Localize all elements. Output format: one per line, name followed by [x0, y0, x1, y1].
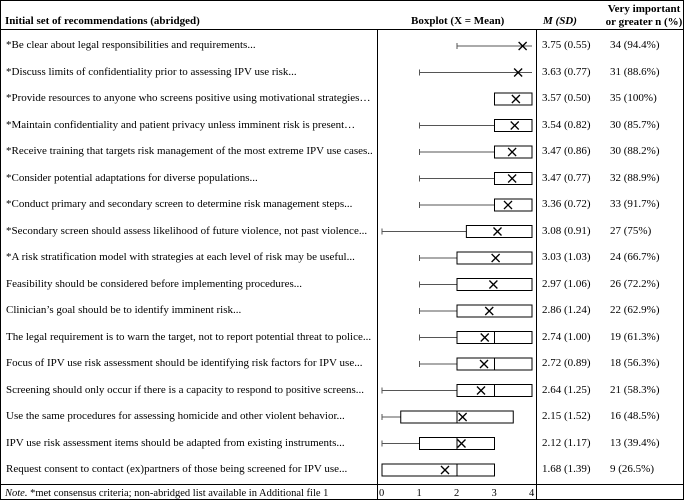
- recommendation-label: *Be clear about legal responsibilities and requirements...: [6, 39, 256, 51]
- x-tick-label: 1: [416, 488, 422, 499]
- header-very-important-line2: or greater n (%): [605, 16, 683, 28]
- mean-sd-value: 3.75 (0.55): [542, 39, 591, 51]
- mean-sd-value: 2.86 (1.24): [542, 304, 591, 316]
- header-recommendations: Initial set of recommendations (abridged): [5, 15, 200, 27]
- very-important-value: 26 (72.2%): [610, 277, 660, 290]
- boxplot-chart: [1, 1, 685, 501]
- iqr-box: [495, 173, 533, 185]
- recommendation-label: *Provide resources to anyone who screens positive using motivational strategies…: [6, 92, 371, 104]
- x-tick-label: 2: [454, 488, 460, 499]
- iqr-box: [495, 146, 533, 158]
- x-tick-label: 4: [529, 488, 535, 499]
- mean-sd-value: 2.72 (0.89): [542, 357, 591, 369]
- very-important-value: 33 (91.7%): [610, 198, 660, 210]
- mean-sd-value: 2.15 (1.52): [542, 410, 591, 422]
- recommendation-label: *Consider potential adaptations for diverse populations...: [6, 171, 258, 184]
- mean-sd-value: 3.03 (1.03): [542, 251, 591, 263]
- recommendation-label: *Maintain confidentiality and patient privacy unless imminent risk is present…: [6, 118, 356, 131]
- mean-sd-value: 3.08 (0.91): [542, 224, 591, 237]
- very-important-value: 30 (88.2%): [610, 145, 660, 157]
- iqr-box: [466, 226, 532, 238]
- very-important-value: 32 (88.9%): [610, 171, 660, 184]
- mean-sd-value: 2.97 (1.06): [542, 277, 591, 290]
- mean-sd-value: 3.36 (0.72): [542, 198, 591, 210]
- very-important-value: 19 (61.3%): [610, 330, 660, 343]
- table-note: [5, 488, 328, 500]
- recommendation-label: The legal requirement is to warn the target, not to report potential threat to police...: [6, 330, 372, 343]
- header-very-important-line1: Very important: [607, 3, 681, 15]
- iqr-box: [457, 305, 532, 317]
- mean-sd-value: 3.47 (0.77): [542, 171, 591, 184]
- mean-sd-value: 1.68 (1.39): [542, 463, 591, 475]
- mean-sd-value: 2.74 (1.00): [542, 330, 591, 343]
- iqr-box: [495, 120, 533, 132]
- iqr-box: [495, 93, 533, 105]
- header-mean-sd: M (SD): [543, 15, 577, 27]
- recommendation-label: *Discuss limits of confidentiality prior to assessing IPV use risk...: [6, 65, 297, 78]
- recommendation-label: *Receive training that targets risk management of the most extreme IPV use cases..: [6, 145, 373, 157]
- very-important-value: 30 (85.7%): [610, 118, 660, 131]
- note-text: *met consensus criteria; non-abridged list available in Additional file 1: [27, 488, 329, 499]
- very-important-value: 22 (62.9%): [610, 304, 660, 316]
- recommendation-label: Request consent to contact (ex)partners of those being screened for IPV use...: [6, 463, 348, 475]
- recommendation-label: *A risk stratification model with strategies at each level of risk may be useful...: [6, 251, 355, 263]
- iqr-box: [457, 279, 532, 291]
- recommendation-label: Screening should only occur if there is a capacity to respond to positive screens...: [6, 383, 365, 396]
- recommendation-label: Feasibility should be considered before implementing procedures...: [6, 277, 303, 290]
- mean-sd-value: 3.54 (0.82): [542, 118, 591, 131]
- very-important-value: 24 (66.7%): [610, 251, 660, 263]
- x-tick-label: 0: [379, 488, 385, 499]
- iqr-box: [457, 252, 532, 264]
- mean-sd-value: 3.63 (0.77): [542, 65, 591, 78]
- x-tick-label: 3: [491, 488, 497, 499]
- recommendation-label: *Conduct primary and secondary screen to determine risk management steps...: [6, 198, 353, 210]
- recommendation-label: IPV use risk assessment items should be adapted from existing instruments...: [6, 436, 345, 449]
- mean-sd-value: 3.47 (0.86): [542, 145, 591, 157]
- header-boxplot: Boxplot (X = Mean): [411, 15, 505, 27]
- very-important-value: 16 (48.5%): [610, 410, 660, 422]
- very-important-value: 35 (100%): [610, 92, 657, 104]
- recommendation-label: *Secondary screen should assess likelihood of future violence, not past violence...: [6, 224, 368, 237]
- iqr-box: [382, 464, 495, 476]
- very-important-value: 31 (88.6%): [610, 65, 660, 78]
- very-important-value: 27 (75%): [610, 224, 652, 237]
- recommendation-label: Focus of IPV use risk assessment should be identifying risk factors for IPV use...: [6, 357, 363, 369]
- very-important-value: 21 (58.3%): [610, 383, 660, 396]
- recommendation-label: Use the same procedures for assessing homicide and other violent behavior...: [6, 410, 345, 422]
- mean-sd-value: 2.12 (1.17): [542, 436, 591, 449]
- iqr-box: [495, 199, 533, 211]
- recommendation-label: Clinician’s goal should be to identify imminent risk...: [6, 304, 242, 316]
- very-important-value: 34 (94.4%): [610, 39, 660, 51]
- very-important-value: 9 (26.5%): [610, 463, 654, 475]
- note-prefix: Note.: [5, 488, 28, 499]
- mean-sd-value: 3.57 (0.50): [542, 92, 591, 104]
- very-important-value: 18 (56.3%): [610, 357, 660, 369]
- mean-sd-value: 2.64 (1.25): [542, 383, 591, 396]
- very-important-value: 13 (39.4%): [610, 436, 660, 449]
